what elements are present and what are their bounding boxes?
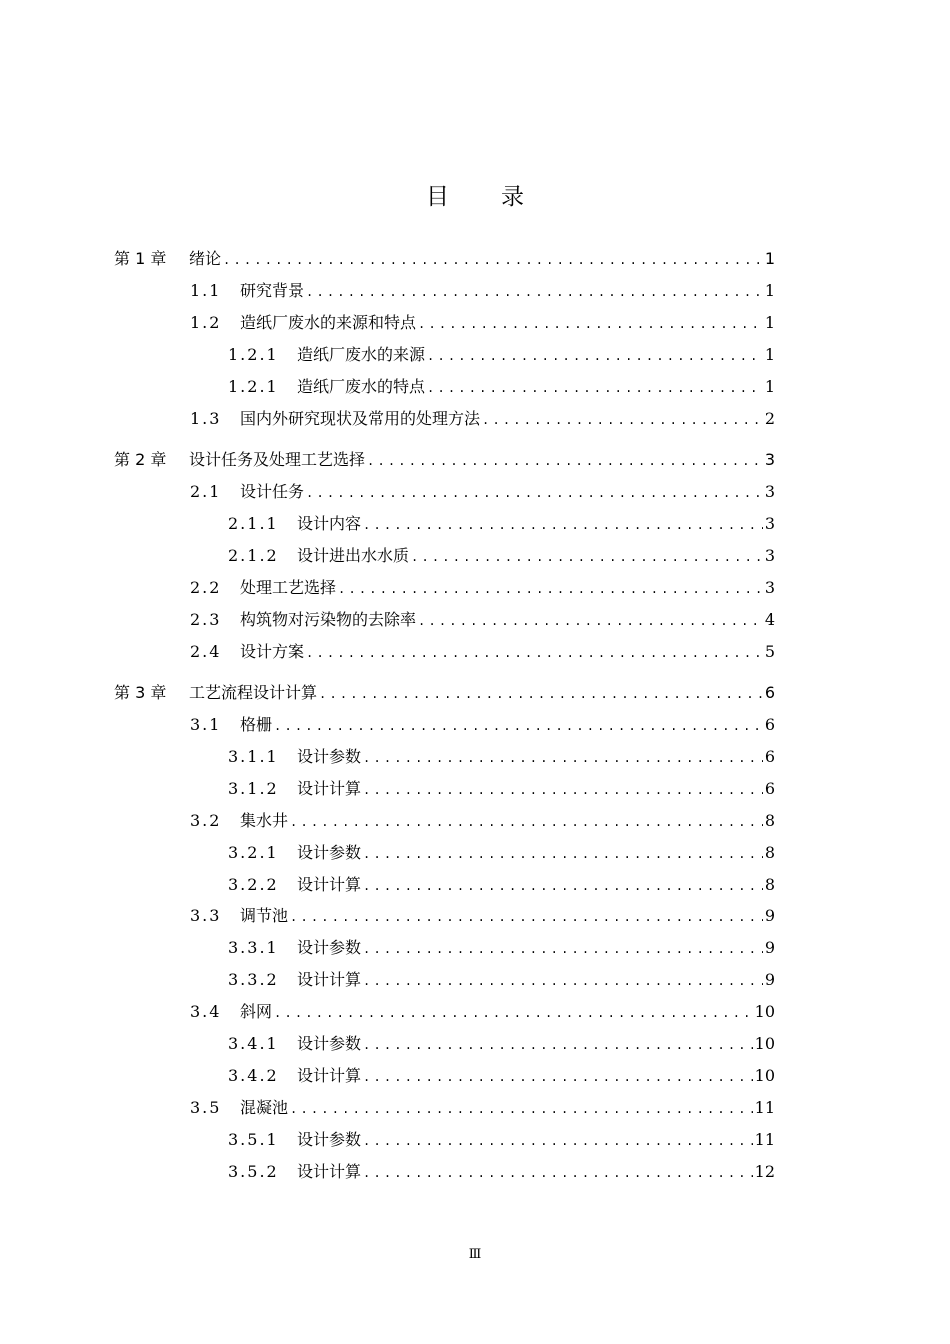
toc-entry-page: 9: [764, 938, 775, 957]
toc-entry-label: 设计参数: [297, 843, 362, 862]
toc-chapter-entry[interactable]: [114, 247, 775, 271]
toc-dot-leader: [367, 449, 763, 473]
toc-entry-label: 格栅: [240, 715, 273, 734]
toc-entry-label: 造纸厂废水的来源: [297, 345, 426, 364]
toc-section-entry[interactable]: [190, 809, 775, 833]
toc-dot-leader: [363, 1129, 753, 1153]
toc-dot-leader: [319, 682, 763, 706]
toc-entry-number: 2.4: [190, 642, 222, 661]
toc-entry-label: 研究背景: [240, 281, 305, 300]
toc-dot-leader: [363, 778, 763, 802]
toc-entry-label: 造纸厂废水的特点: [297, 377, 426, 396]
toc-entry-label: 设计计算: [297, 1162, 362, 1181]
page-title-char: 录: [501, 184, 524, 210]
toc-chapter-entry[interactable]: [114, 448, 775, 472]
toc-entry-label: 绪论: [189, 249, 222, 268]
toc-entry-page: 6: [764, 715, 775, 734]
toc-subsection-entry[interactable]: [228, 745, 775, 769]
page-title: [0, 178, 950, 211]
toc-entry-page: 4: [764, 610, 775, 629]
toc-entry-label: 设计参数: [297, 1130, 362, 1149]
toc-entry-page: 1: [764, 249, 775, 268]
toc-dot-leader: [427, 344, 763, 368]
toc-entry-page: 10: [754, 1034, 775, 1053]
toc-entry-label: 国内外研究现状及常用的处理方法: [240, 409, 481, 428]
toc-entry-number: 3.3.2: [228, 970, 279, 989]
toc-section-entry[interactable]: [190, 407, 775, 431]
toc-entry-label: 斜网: [240, 1002, 273, 1021]
toc-dot-leader: [363, 969, 763, 993]
toc-entry-page: 11: [754, 1130, 775, 1149]
toc-entry-label: 调节池: [240, 906, 289, 925]
toc-section-entry[interactable]: [190, 640, 775, 664]
toc-entry-label: 构筑物对污染物的去除率: [240, 610, 417, 629]
toc-entry-number: 3.2.1: [228, 843, 279, 862]
toc-subsection-entry[interactable]: [228, 512, 775, 536]
toc-entry-page: 6: [764, 683, 775, 702]
toc-entry-label: 设计计算: [297, 970, 362, 989]
toc-dot-leader: [274, 1001, 753, 1025]
toc-entry-label: 设计参数: [297, 747, 362, 766]
toc-entry-number: 3.4: [190, 1002, 222, 1021]
toc-entry-page: 1: [764, 377, 775, 396]
toc-entry-number: 2.3: [190, 610, 222, 629]
toc-dot-leader: [306, 481, 763, 505]
toc-subsection-entry[interactable]: [228, 873, 775, 897]
toc-subsection-entry[interactable]: [228, 1064, 775, 1088]
toc-entry-number: 3.5.2: [228, 1162, 279, 1181]
toc-section-entry[interactable]: [190, 311, 775, 335]
toc-subsection-entry[interactable]: [228, 343, 775, 367]
toc-subsection-entry[interactable]: [228, 777, 775, 801]
toc-entry-page: 2: [764, 409, 775, 428]
toc-entry-page: 3: [764, 514, 775, 533]
toc-entry-label: 设计参数: [297, 1034, 362, 1053]
toc-entry-page: 9: [764, 906, 775, 925]
toc-subsection-entry[interactable]: [228, 1128, 775, 1152]
toc-dot-leader: [363, 842, 763, 866]
toc-entry-number: 1.2.1: [228, 345, 279, 364]
toc-entry-page: 6: [764, 779, 775, 798]
toc-subsection-entry[interactable]: [228, 936, 775, 960]
toc-entry-label: 设计任务: [240, 482, 305, 501]
toc-subsection-entry[interactable]: [228, 375, 775, 399]
toc-entry-number: 2.2: [190, 578, 222, 597]
toc-section-entry[interactable]: [190, 713, 775, 737]
toc-entry-number: 3.1.1: [228, 747, 279, 766]
toc-dot-leader: [306, 280, 763, 304]
toc-subsection-entry[interactable]: [228, 544, 775, 568]
toc-subsection-entry[interactable]: [228, 841, 775, 865]
toc-entry-page: 8: [764, 843, 775, 862]
toc-entry-number: 第 1 章: [114, 249, 167, 268]
toc-dot-leader: [363, 937, 763, 961]
toc-entry-page: 1: [764, 313, 775, 332]
toc-section-entry[interactable]: [190, 608, 775, 632]
toc-subsection-entry[interactable]: [228, 1032, 775, 1056]
toc-entry-page: 8: [764, 811, 775, 830]
toc-entry-page: 3: [764, 578, 775, 597]
toc-entry-page: 6: [764, 747, 775, 766]
toc-entry-page: 3: [764, 450, 775, 469]
page-number-footer: Ⅲ: [468, 1247, 482, 1262]
toc-dot-leader: [274, 714, 763, 738]
toc-entry-number: 3.4.2: [228, 1066, 279, 1085]
toc-section-entry[interactable]: [190, 576, 775, 600]
toc-chapter-entry[interactable]: [114, 681, 775, 705]
toc-entry-page: 9: [764, 970, 775, 989]
toc-dot-leader: [363, 746, 763, 770]
toc-dot-leader: [290, 905, 763, 929]
toc-section-entry[interactable]: [190, 904, 775, 928]
toc-entry-number: 1.2.1: [228, 377, 279, 396]
toc-entry-label: 设计计算: [297, 779, 362, 798]
toc-entry-page: 11: [754, 1098, 775, 1117]
toc-entry-number: 3.3: [190, 906, 222, 925]
toc-entry-page: 10: [754, 1066, 775, 1085]
toc-dot-leader: [482, 408, 763, 432]
toc-dot-leader: [418, 312, 763, 336]
toc-entry-number: 第 3 章: [114, 683, 167, 702]
toc-entry-label: 工艺流程设计计算: [189, 683, 318, 702]
toc-entry-label: 集水井: [240, 811, 289, 830]
toc-entry-number: 3.1.2: [228, 779, 279, 798]
toc-entry-label: 设计内容: [297, 514, 362, 533]
toc-dot-leader: [363, 1161, 753, 1185]
toc-entry-number: 2.1.2: [228, 546, 279, 565]
toc-dot-leader: [363, 874, 763, 898]
page-title-char: 目: [426, 184, 449, 210]
toc-entry-number: 2.1: [190, 482, 222, 501]
toc-subsection-entry[interactable]: [228, 1160, 775, 1184]
toc-entry-label: 设计方案: [240, 642, 305, 661]
toc-entry-page: 1: [764, 281, 775, 300]
toc-dot-leader: [411, 545, 763, 569]
toc-entry-number: 3.2: [190, 811, 222, 830]
toc-section-entry[interactable]: [190, 480, 775, 504]
toc-entry-number: 3.5: [190, 1098, 222, 1117]
toc-subsection-entry[interactable]: [228, 968, 775, 992]
toc-entry-label: 设计计算: [297, 875, 362, 894]
toc-section-entry[interactable]: [190, 279, 775, 303]
toc-dot-leader: [418, 609, 763, 633]
toc-section-entry[interactable]: [190, 1000, 775, 1024]
toc-entry-number: 1.3: [190, 409, 222, 428]
toc-dot-leader: [290, 810, 763, 834]
toc-dot-leader: [363, 1065, 753, 1089]
toc-dot-leader: [306, 641, 763, 665]
toc-entry-number: 1.2: [190, 313, 222, 332]
toc-entry-label: 混凝池: [240, 1098, 289, 1117]
toc-dot-leader: [223, 248, 763, 272]
toc-entry-page: 12: [754, 1162, 775, 1181]
toc-entry-number: 3.2.2: [228, 875, 279, 894]
toc-entry-label: 设计参数: [297, 938, 362, 957]
toc-entry-number: 3.1: [190, 715, 222, 734]
toc-entry-label: 造纸厂废水的来源和特点: [240, 313, 417, 332]
toc-entry-page: 10: [754, 1002, 775, 1021]
toc-entry-page: 1: [764, 345, 775, 364]
toc-entry-number: 3.3.1: [228, 938, 279, 957]
toc-entry-number: 3.4.1: [228, 1034, 279, 1053]
toc-entry-number: 3.5.1: [228, 1130, 279, 1149]
toc-entry-page: 8: [764, 875, 775, 894]
toc-entry-label: 设计计算: [297, 1066, 362, 1085]
toc-entry-label: 设计进出水水质: [297, 546, 410, 565]
toc-dot-leader: [427, 376, 763, 400]
toc-dot-leader: [290, 1097, 753, 1121]
toc-section-entry[interactable]: [190, 1096, 775, 1120]
toc-entry-label: 处理工艺选择: [240, 578, 337, 597]
toc-entry-number: 1.1: [190, 281, 222, 300]
toc-entry-page: 3: [764, 482, 775, 501]
toc-dot-leader: [363, 513, 763, 537]
toc-entry-page: 5: [764, 642, 775, 661]
toc-entry-page: 3: [764, 546, 775, 565]
toc-entry-number: 2.1.1: [228, 514, 279, 533]
toc-dot-leader: [363, 1033, 753, 1057]
toc-entry-number: 第 2 章: [114, 450, 167, 469]
toc-entry-label: 设计任务及处理工艺选择: [189, 450, 366, 469]
toc-dot-leader: [338, 577, 763, 601]
